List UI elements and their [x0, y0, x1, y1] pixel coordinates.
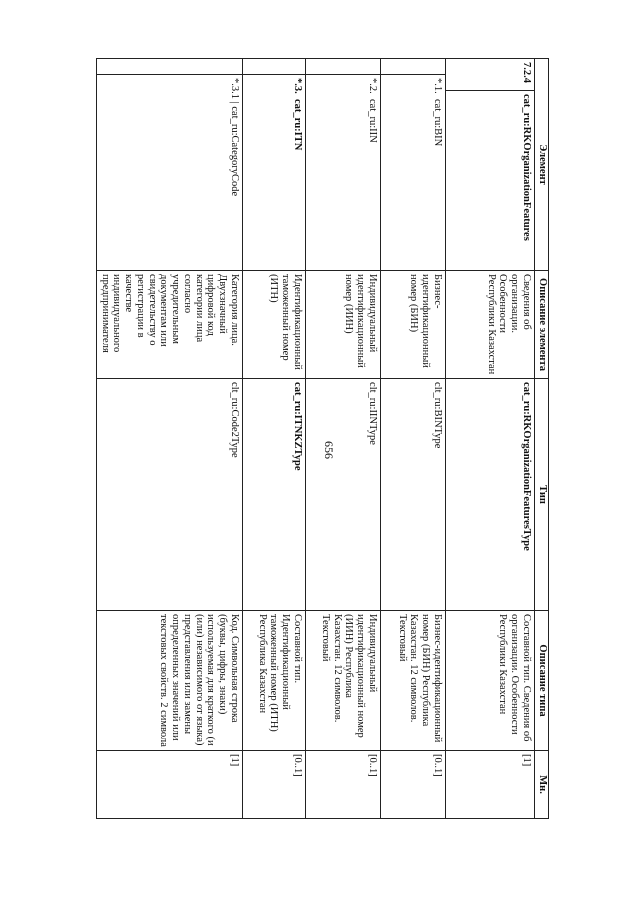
page-number: 656: [322, 441, 336, 459]
element-description: Индивидуальный идентификационный номер (ИИН): [306, 271, 381, 379]
type-description: Код. Символьная строка (буквы, цифры, знаки) используемая для краткого (и (или) независимого от языка) представления или замены определенных значений или текстовых свойств. 2 символа: [97, 611, 243, 751]
type-name: clt_ru:BINType: [381, 379, 446, 611]
type-name: cat_ru:ITNKZType: [243, 379, 306, 611]
multiplicity: [1]: [446, 751, 535, 819]
element-description: Бизнес-идентификационный номер (БИН): [381, 271, 446, 379]
element-description: Категория лица. Двухзначный цифровой код категории лица согласно учредительным документам или свидетельству о регистрации в качестве индивидуального предпринимателя: [97, 271, 243, 379]
type-name: cat_ru:RKOrganizationFeaturesType: [446, 379, 535, 611]
type-description: Бизнес-идентификационный номер (БИН) Республика Казахстан. 12 символов. Текстовый: [381, 611, 446, 751]
header-type: Тип: [535, 379, 549, 611]
type-name: clt_ru:IINType: [306, 379, 381, 611]
indent-cell: [381, 59, 446, 75]
header-type-desc: Описание типа: [535, 611, 549, 751]
type-description: Индивидуальный идентификационный номер (ИИН) Республика Казахстан. 12 символов. Текстовый: [306, 611, 381, 751]
table-row: [306, 59, 381, 819]
element-description: Идентификационный таможенный номер (ИТН): [243, 271, 306, 379]
rotated-table-container: [99, 58, 549, 818]
multiplicity: [0..1]: [243, 751, 306, 819]
table-header-row: [535, 59, 549, 819]
element-name: *.1. cat_ru:BIN: [381, 75, 446, 271]
multiplicity: [0..1]: [306, 751, 381, 819]
element-name: *.3.1 | cat_ru:CategoryCode: [97, 75, 243, 271]
indent-cell: [306, 59, 381, 75]
type-description: Составной тип. Сведения об организации. Особенности Республики Казахстан: [446, 611, 535, 751]
element-name: *.3. cat_ru:ITN: [243, 75, 306, 271]
spec-table: [96, 58, 549, 819]
element-description: Сведения об организации. Особенности Республики Казахстан: [446, 271, 535, 379]
header-mult: Мн.: [535, 751, 549, 819]
indent-cell: [243, 59, 306, 75]
table-row: [243, 59, 306, 819]
multiplicity: [0..1]: [381, 751, 446, 819]
table-row: [381, 59, 446, 819]
element-name: cat_ru:RKOrganizationFeatures: [446, 91, 535, 271]
indent-cell: [97, 59, 243, 75]
type-description: Составной тип. Идентификационный таможенный номер (ИТН) Республика Казахстан: [243, 611, 306, 751]
element-name: *.2. cat_ru:IIN: [306, 75, 381, 271]
type-name: clt_ru:Code2Type: [97, 379, 243, 611]
header-element-desc: Описание элемента: [535, 271, 549, 379]
table-row: [97, 59, 243, 819]
header-element: Элемент: [535, 59, 549, 271]
multiplicity: [1]: [97, 751, 243, 819]
table-row: [446, 59, 535, 819]
row-number: 7.2.4: [446, 59, 535, 91]
